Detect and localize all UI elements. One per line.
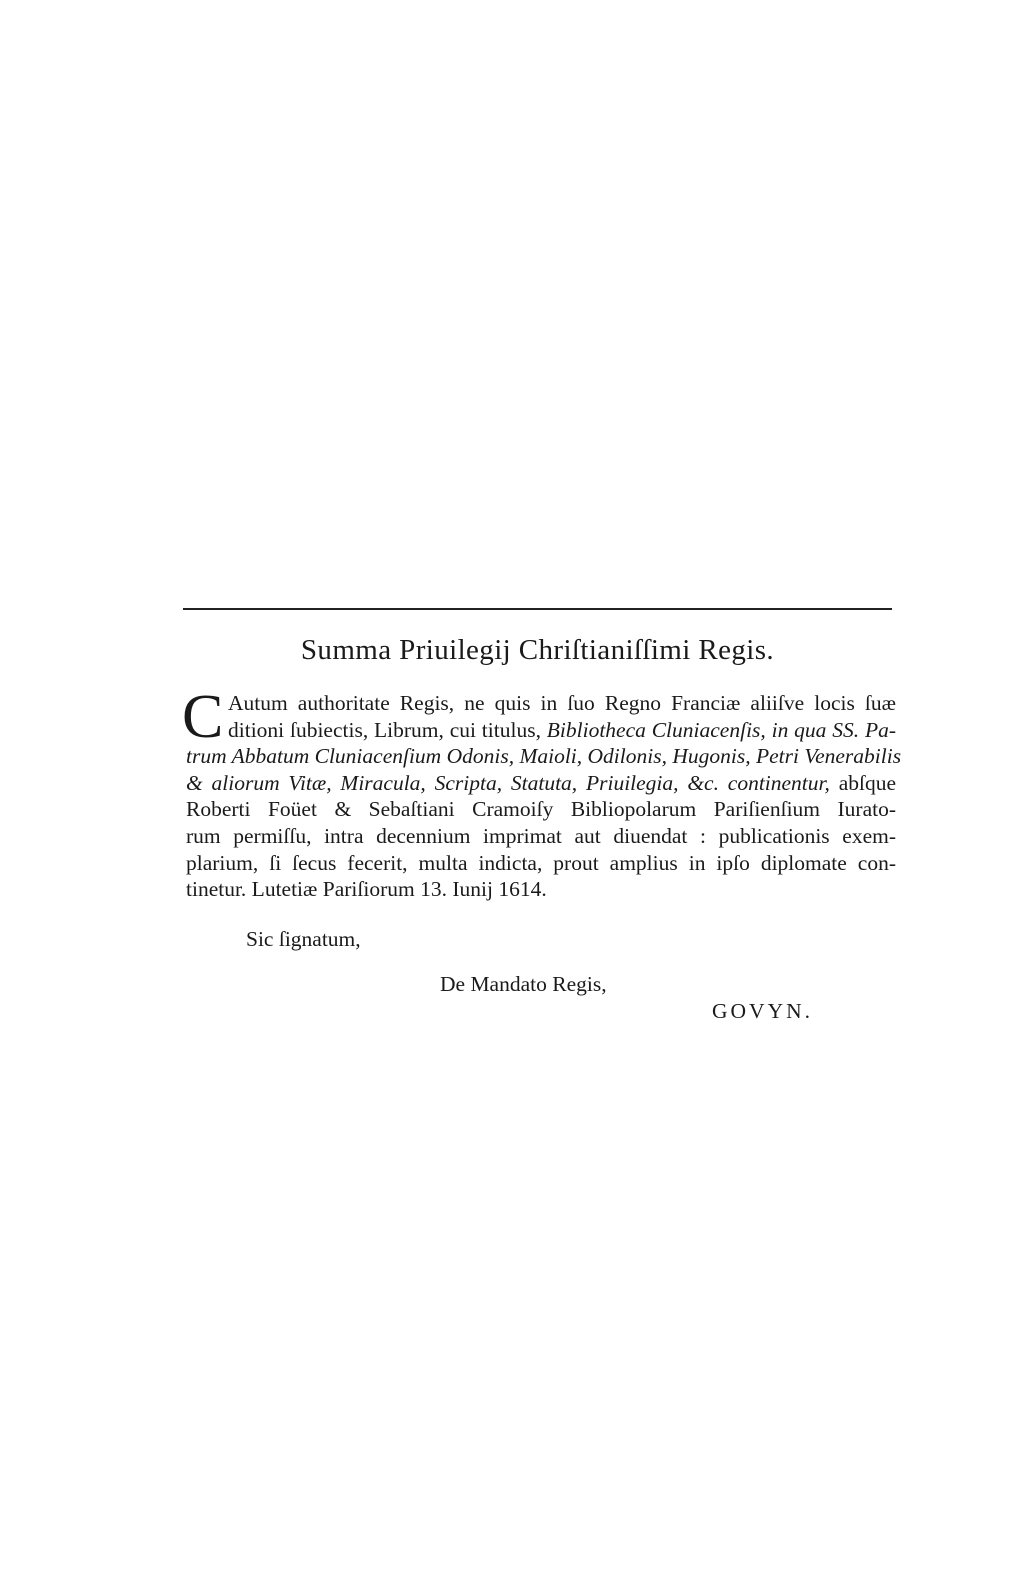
text-run: abſque <box>829 770 896 795</box>
paragraph-line: Roberti Foüet & Sebaſtiani Cramoiſy Bibliopolarum Pariſienſium Iurato- <box>186 797 896 822</box>
paragraph-line: plarium, ſi ſecus fecerit, multa indicta, prout amplius in ipſo diplomate con- <box>186 850 896 875</box>
paragraph-line <box>186 743 902 770</box>
drop-cap: C <box>182 683 224 751</box>
signature-line: Sic ſignatum, <box>246 927 361 951</box>
paragraph-line <box>186 717 896 744</box>
abbots-list: trum Abbatum Cluniacenſium Odonis, Maioli, Odilonis, Hugonis, Petri Venerabilis <box>186 744 902 769</box>
signer-name: GOVYN. <box>712 999 814 1023</box>
paragraph-line: Autum authoritate Regis, ne quis in ſuo Regno Franciæ aliiſve locis ſuæ <box>228 691 896 715</box>
text-run: ditioni ſubiectis, Librum, cui titulus, <box>228 717 547 742</box>
mandate-line: De Mandato Regis, <box>440 972 607 996</box>
contents-list: & aliorum Vitæ, Miracula, Scripta, Statuta, Priuilegia, &c. continentur, <box>186 770 830 795</box>
privilege-paragraph <box>182 683 902 903</box>
page-title: Summa Priuilegij Chriſtianiſſimi Regis. <box>300 634 775 666</box>
paragraph-line: rum permiſſu, intra decennium imprimat aut diuendat : publicationis exem- <box>186 823 896 848</box>
paragraph-line <box>186 770 896 797</box>
book-title: Bibliotheca Cluniacenſis, in qua SS. Pa- <box>546 717 896 742</box>
paragraph-line: tinetur. Lutetiæ Pariſiorum 13. Iunij 1614. <box>186 877 547 902</box>
top-rule <box>183 608 892 610</box>
